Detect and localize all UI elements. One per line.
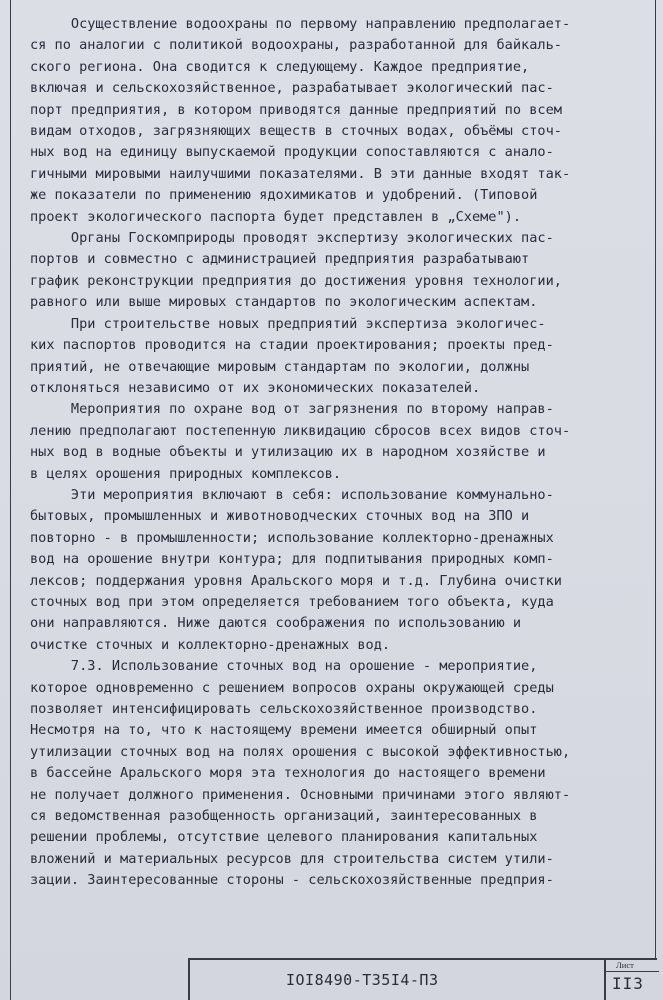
frame-left-border <box>10 0 11 1000</box>
paragraph-goskompriroda-expertise: Органы Госкомприроды проводят экспертизу экологических пас- портов и совместно с администрацией предприятия разрабатывают график реконструкции предприятия до достижения уровня технологии, равного или выше мировых стандартов по экологическим аспектам. <box>30 230 562 311</box>
sheet-number: II3 <box>612 974 644 993</box>
paragraph-second-direction: Мероприятия по охране вод от загрязнения по второму направ- лению предполагают постепенную ликвидацию сбросов всех видов сточ- ных вод в водные объекты и утилизацию их в народном хозяйстве и в целях орошения природных комплексов. <box>30 401 571 482</box>
sheet-divider <box>606 971 659 972</box>
paragraph-measures-list: Эти мероприятия включают в себя: использование коммунально- бытовых, промышленных и животноводческих сточных вод на ЗПО и повторно - в промышленности; использование коллекторно-дренажных вод на орошение внутри контура; для подпитывания природных комп- лексов; поддержания уровня Аральского моря и т.д. Глубина очистки сточных вод при этом определяется требованием того объекта, куда они направляются. Ниже даются соображения по использованию и очистке сточных и коллекторно-дренажных вод. <box>30 486 562 653</box>
paragraph-section-7-3: 7.3. Использование сточных вод на орошение - мероприятие, которое одновременно с решением вопросов охраны окружающей среды позволяет интенсифицировать сельскохозяйственное производство. Несмотря на то, что к настоящему времени имеется обширный опыт утилизации сточных вод на полях орошения с высокой эффективностью, в бассейне Аральского моря эта технология до настоящего времени не получает должного применения. Основными причинами этого являют- ся ведомственная разобщенность организаций, заинтересованных в решении проблемы, отсутствие целевого планирования капитальных вложений и материальных ресурсов для строительства систем утили- зации. Заинтересованные стороны - сельскохозяйственные предприя- <box>30 658 571 889</box>
sheet-label: Лист <box>616 960 634 970</box>
title-block <box>188 958 657 1000</box>
paragraph-new-enterprises: При строительстве новых предприятий экспертиза экологичес- ких паспортов проводится на стадии проектирования; проекты пред- приятий, не отвечающие мировым стандартам по экологии, должны отклоняться независимо от их экономических показателей. <box>30 315 554 396</box>
frame-right-border <box>655 0 656 958</box>
paragraph-water-protection-first-direction: Осуществление водоохраны по первому направлению предполагает- ся по аналогии с политикой водоохраны, разработанной для байкаль- ского региона. Она сводится к следующему. Каждое предприятие, включая и сельскохозяйственное, разрабатывает экологический пас- порт предприятия, в котором приводятся данные предприятий по всем видам отходов, загрязняющих веществ в сточных водах, объёмы сточ- ных вод на единицу выпускаемой продукции сопоставляются с анало- гичными мировыми наилучшими показателями. В эти данные входят так- же показатели по применению ядохимикатов и удобрений. (Типовой проект экологического паспорта будет представлен в „Схеме"). <box>30 16 571 225</box>
sheet-cell <box>604 960 659 1000</box>
document-code: IOI8490-Т35I4-ПЗ <box>286 971 439 989</box>
document-body <box>30 14 648 892</box>
